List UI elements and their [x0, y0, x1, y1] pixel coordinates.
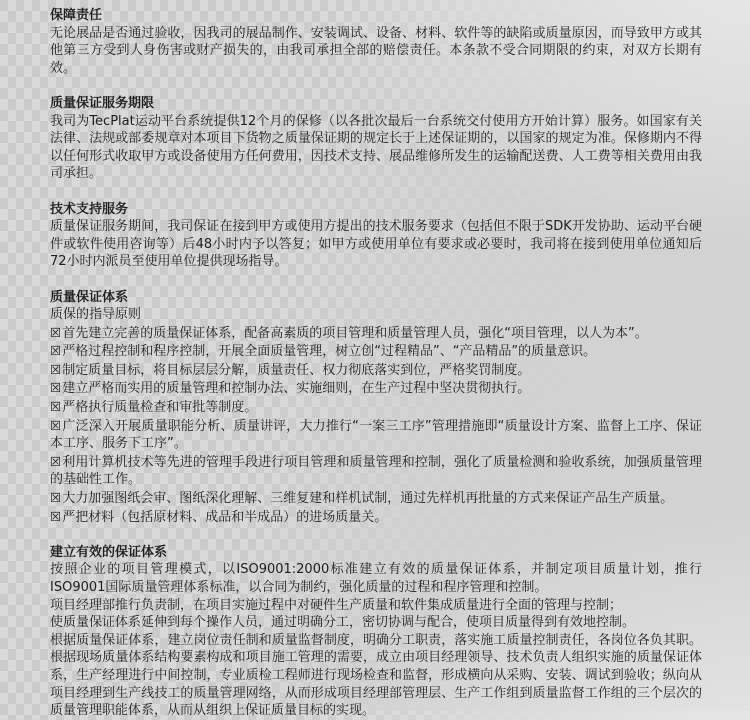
list-item-text: 广泛深入开展质量职能分析、质量讲评，大力推行“一案三工序”管理措施即“质量设计方案、监督上工序、保证本工序、服务下工序”。 [50, 418, 702, 452]
list-item-text: 制定质量目标，将目标层层分解，质量责任、权力彻底落实到位，严格奖罚制度。 [62, 362, 531, 378]
ballot-box-x-icon: ☒ [50, 508, 62, 524]
ballot-box-x-icon: ☒ [50, 361, 62, 377]
list-item-text: 利用计算机技术等先进的管理手段进行项目管理和质量管理和控制，强化了质量检测和验收系统，加强质量管理的基础性工作。 [50, 454, 702, 488]
section-effective-guarantee-system [50, 544, 702, 720]
ballot-box-x-icon: ☒ [50, 343, 62, 359]
paragraph: 无论展品是否通过验收，因我司的展品制作、安装调试、设备、材料、软件等的缺陷或质量原因，而导致甲方或其他第三方受到人身伤害或财产损失的，由我司承担全部的赔偿责任。本条款不受合同期限的约束，对双方长期有效。 [50, 25, 702, 76]
list-item-text: 严格过程控制和程序控制，开展全面质量管理，树立创“过程精品”、“产品精品”的质量意识。 [62, 344, 597, 360]
paragraph: 根据质量保证体系，建立岗位责任制和质量监督制度，明确分工职责，落实施工质量控制责任，各岗位各负其职。根据现场质量体系结构要素构成和项目施工管理的需要，成立由项目经理领导、技术负责人组织实施的质量保证体系，生产经理进行中间控制，专业质检工程师进行现场检查和监督，形成横向从采购、安装、调试到验收；纵向从项目经理到生产线技工的质量管理网络，从而形成项目经理部管理层、生产工作组到质量监督工作组的三个层次的质量管理职能体系，从而从组织上保证质量目标的实现。 [50, 632, 702, 719]
list-item-text: 大力加强图纸会审、图纸深化理解、三维复建和样机试制，通过先样机再批量的方式来保证产品生产质量。 [62, 491, 674, 507]
list-item [50, 489, 702, 508]
list-item [50, 379, 702, 398]
qa-principles-list [50, 324, 702, 527]
section-heading: 质量保证体系 [50, 289, 129, 305]
paragraph: 项目经理部推行负责制，在项目实施过程中对硬件生产质量和软件集成质量进行全面的管理与控制； [50, 597, 623, 613]
list-item-text: 建立严格而实用的质量管理和控制办法、实施细则，在生产过程中坚决贯彻执行。 [62, 381, 531, 397]
list-item [50, 508, 702, 527]
list-item [50, 417, 702, 453]
section-heading: 质量保证服务期限 [50, 95, 155, 111]
section-tech-support [50, 201, 702, 271]
section-qa-system [50, 289, 702, 527]
ballot-box-x-icon: ☒ [50, 490, 62, 506]
section-heading: 技术支持服务 [50, 201, 129, 217]
list-item [50, 398, 702, 417]
ballot-box-x-icon: ☒ [50, 380, 62, 396]
paragraph: 质量保证服务期间，我司保证在接到甲方或使用方提出的技术服务要求（包括但不限于SDK开发协助、运动平台硬件或软件使用咨询等）后48小时内予以答复；如甲方或使用单位有要求或必要时，我司将在接到使用单位通知后72小时内派员至使用单位提供现场指导。 [50, 219, 702, 270]
section-heading: 建立有效的保证体系 [50, 544, 168, 560]
list-item-text: 首先建立完善的质量保证体系，配备高素质的项目管理和质量管理人员，强化“项目管理，以人为本”。 [62, 325, 648, 341]
ballot-box-x-icon: ☒ [50, 453, 62, 469]
ballot-box-x-icon: ☒ [50, 399, 62, 415]
ballot-box-x-icon: ☒ [50, 324, 62, 340]
paragraph: 使质量保证体系延伸到每个操作人员，通过明确分工，密切协调与配合，使项目质量得到有效地控制。 [50, 615, 636, 631]
list-item [50, 342, 702, 361]
list-item [50, 361, 702, 380]
section-guarantee-liability [50, 7, 702, 77]
paragraph: 按照企业的项目管理模式，以ISO9001:2000标准建立有效的质量保证体系，并制定项目质量计划，推行ISO9001国际质量管理体系标准，以合同为制约，强化质量的过程和程序管理和控制。 [50, 562, 702, 595]
list-item-text: 严把材料（包括原材料、成品和半成品）的进场质量关。 [62, 509, 388, 525]
paragraph: 我司为TecPlat运动平台系统提供12个月的保修（以各批次最后一台系统交付使用方开始计算）服务。如国家有关法律、法规或部委规章对本项目下货物之质量保证期的规定长于上述保证期的，以国家的规定为准。保修期内不得以任何形式收取甲方或设备使用方任何费用，因技术支持、展品维修所发生的运输配送费、人工费等相关费用由我司承担。 [50, 113, 702, 182]
list-item [50, 324, 702, 343]
list-item [50, 453, 702, 489]
section-subheading: 质保的指导原则 [50, 307, 142, 323]
section-heading: 保障责任 [50, 8, 103, 23]
section-warranty-period [50, 95, 702, 183]
list-item-text: 严格执行质量检查和审批等制度。 [62, 400, 258, 416]
ballot-box-x-icon: ☒ [50, 417, 62, 433]
